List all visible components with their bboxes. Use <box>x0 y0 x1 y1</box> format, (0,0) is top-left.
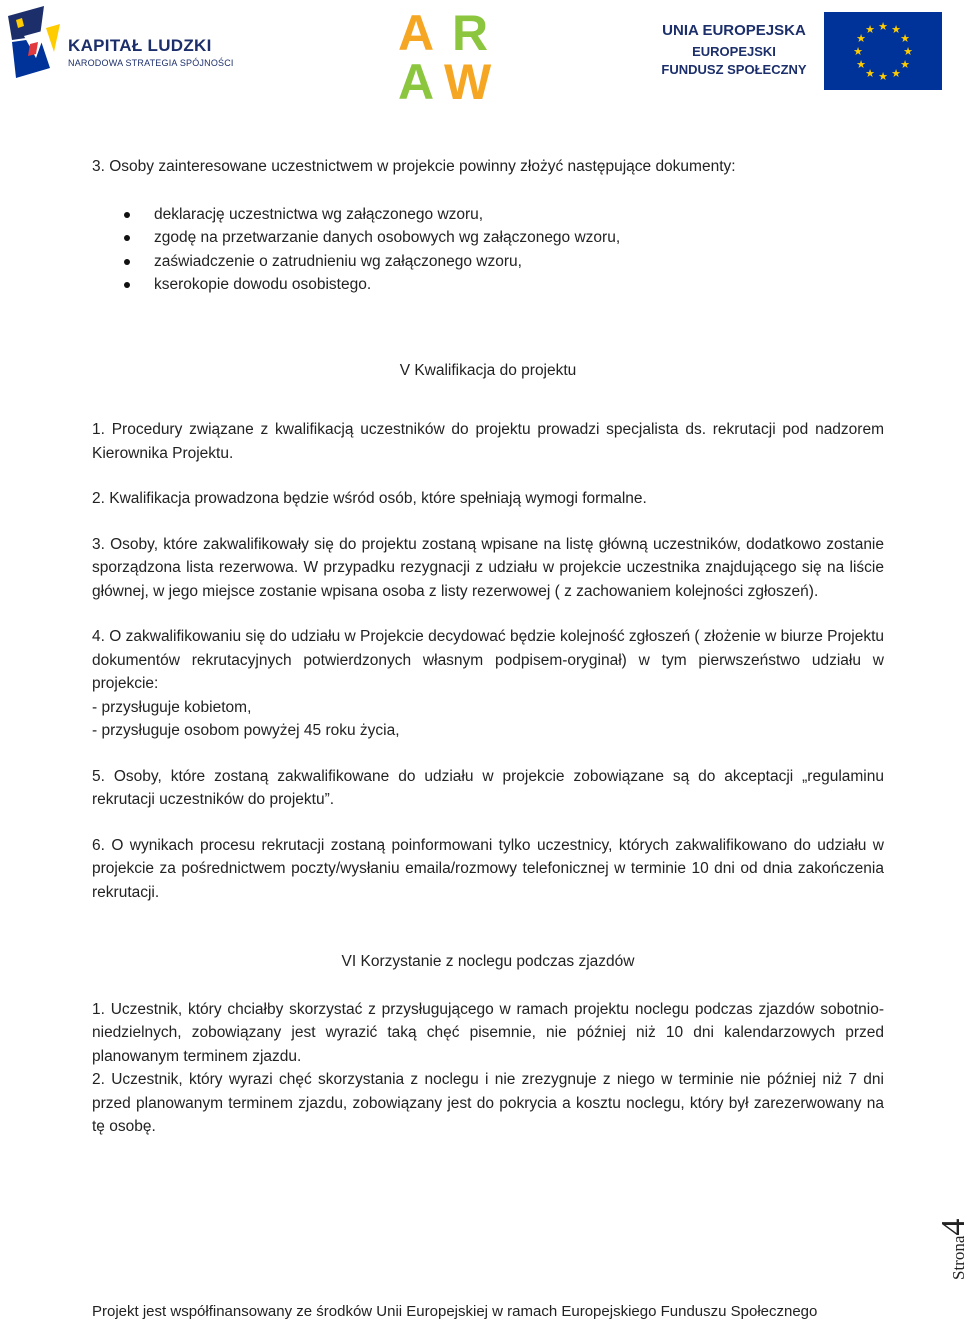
document-body <box>92 155 884 1139</box>
documents-list <box>92 203 884 297</box>
svg-text:★: ★ <box>900 32 910 45</box>
svg-text:★: ★ <box>878 20 888 33</box>
eu-efs-logo <box>650 12 942 92</box>
list-item: - przysługuje osobom powyżej 45 roku życia, <box>92 722 400 739</box>
paragraph: 2. Uczestnik, który wyrazi chęć skorzystania z noclegu i nie zrezygnuje z niego w terminie nie później niż 7 dni przed planowanym terminem zjazdu, zobowiązany jest do pokrycia a kosztu noclegu, który był zarezerwowany na tę osobę. <box>92 1071 884 1135</box>
paragraph: 2. Kwalifikacja prowadzona będzie wśród osób, które spełniają wymogi formalne. <box>92 490 647 507</box>
documents-intro: 3. Osoby zainteresowane uczestnictwem w projekcie powinny złożyć następujące dokumenty: <box>92 158 736 175</box>
svg-text:★: ★ <box>900 58 910 71</box>
page-number <box>915 1150 975 1290</box>
svg-text:★: ★ <box>853 45 863 58</box>
list-item: - przysługuje kobietom, <box>92 698 252 716</box>
araw-letter-r: R <box>452 5 489 61</box>
eu-flag-icon <box>824 12 942 90</box>
araw-letter-a2: A <box>398 54 435 110</box>
svg-text:★: ★ <box>856 32 866 45</box>
svg-text:★: ★ <box>856 58 866 71</box>
paragraph: 3. Osoby, które zakwalifikowały się do projektu zostaną wpisane na listę główną uczestników, dodatkowo zostanie sporządzona lista rezerwowa. W przypadku rezygnacji z udziału w projekcie uczestnika znajdującego się na liście głównej, w jego miejsce zostanie wpisana osoba z listy rezerwowej ( z zachowaniem kolejności zgłoszeń). <box>92 535 884 600</box>
kapital-ludzki-logo <box>6 6 246 86</box>
svg-text:★: ★ <box>878 70 888 83</box>
kapital-ludzki-title: KAPITAŁ LUDZKI <box>68 36 212 55</box>
section-5-heading: V Kwalifikacja do projektu <box>399 361 577 379</box>
ue-title: UNIA EUROPEJSKA <box>662 22 806 39</box>
svg-text:★: ★ <box>865 67 875 80</box>
svg-text:★: ★ <box>903 45 913 58</box>
svg-text:★: ★ <box>891 67 901 80</box>
list-item: deklarację uczestnictwa wg załączonego wzoru, <box>92 203 884 227</box>
kapital-ludzki-emblem-icon <box>6 6 62 86</box>
araw-logo <box>396 4 516 110</box>
svg-text:★: ★ <box>891 23 901 36</box>
ue-fund-line1: EUROPEJSKI <box>692 44 776 59</box>
paragraph: 1. Procedury związane z kwalifikacją uczestników do projektu prowadzi specjalista ds. rekrutacji pod nadzorem Kierownika Projektu. <box>92 421 884 462</box>
kapital-ludzki-subtitle: NARODOWA STRATEGIA SPÓJNOŚCI <box>68 58 234 68</box>
araw-letter-w: W <box>444 54 492 110</box>
ue-fund-line2: FUNDUSZ SPOŁECZNY <box>661 62 807 77</box>
paragraph: 1. Uczestnik, który chciałby skorzystać z przysługującego w ramach projektu noclegu podczas zjazdów sobotnio-niedzielnych, zobowiązany jest wyrazić taką chęć pisemnie, nie później niż 10 dni kalendarzowych przed planowanym terminem zjazdu. <box>92 1000 884 1065</box>
list-item: zgodę na przetwarzanie danych osobowych wg załączonego wzoru, <box>92 226 884 250</box>
page-number-value: 4 <box>935 1218 972 1236</box>
section-6-heading: VI Korzystanie z noclegu podczas zjazdów <box>341 953 635 970</box>
svg-text:★: ★ <box>865 23 875 36</box>
paragraph: 4. O zakwalifikowaniu się do udziału w Projekcie decydować będzie kolejność zgłoszeń ( złożenie w biurze Projektu dokumentów rekrutacyjnych potwierdzonych własnym podpisem-oryginał) w tym pierwszeństwo udziału w projekcie: <box>92 628 884 692</box>
footer-note: Projekt jest współfinansowany ze środków Unii Europejskiej w ramach Europejskiego Funduszu Społecznego <box>92 1303 818 1320</box>
list-item: kserokopie dowodu osobistego. <box>92 273 884 297</box>
paragraph: 6. O wynikach procesu rekrutacji zostaną poinformowani tylko uczestnicy, których zakwalifikowano do udziału w projekcie za pośrednictwem poczty/wysłaniu emaila/rozmowy telefonicznej w terminie 10 dni od dnia zakończenia rekrutacji. <box>92 836 884 901</box>
page-label: Strona <box>949 1235 968 1280</box>
list-item: zaświadczenie o zatrudnieniu wg załączonego wzoru, <box>92 250 884 274</box>
araw-letter-a1: A <box>398 5 435 61</box>
paragraph: 5. Osoby, które zostaną zakwalifikowane do udziału w projekcie zobowiązane są do akceptacji „regulaminu rekrutacji uczestników do projektu”. <box>92 767 884 808</box>
